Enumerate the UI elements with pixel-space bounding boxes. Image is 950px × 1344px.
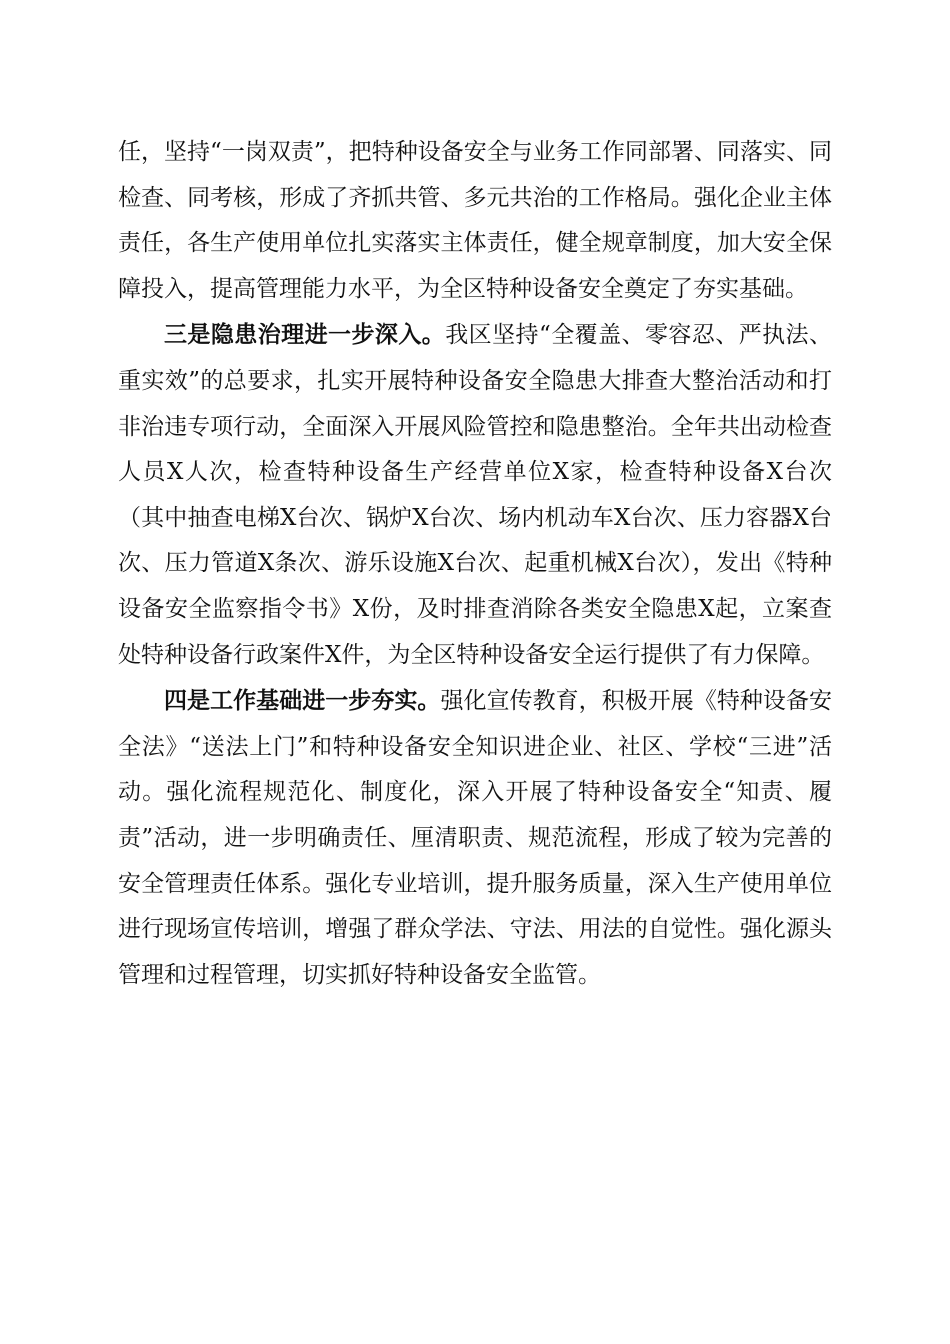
paragraph-responsibility-continued — [118, 130, 832, 312]
paragraph-lead-heading: 三是隐患治理进一步深入。 — [164, 321, 446, 349]
paragraph-text: 强化宣传教育，积极开展《特种设备安全法》“送法上门”和特种设备安全知识进企业、社区、学校“三进”活动。强化流程规范化、制度化，深入开展了特种设备安全“知责、履责”活动，进一步明确责任、厘清职责、规范流程，形成了较为完善的安全管理责任体系。强化专业培训，提升服务质量，深入生产使用单位进行现场宣传培训，增强了群众学法、守法、用法的自觉性。强化源头管理和过程管理，切实抓好特种设备安全监管。 — [118, 688, 833, 988]
paragraph-text: 我区坚持“全覆盖、零容忍、严执法、重实效”的总要求，扎实开展特种设备安全隐患大排查大整治活动和打非治违专项行动，全面深入开展风险管控和隐患整治。全年共出动检查人员X人次，检查特种设备生产经营单位X家，检查特种设备X台次（其中抽查电梯X台次、锅炉X台次、场内机动车X台次、压力容器X台次、压力管道X条次、游乐设施X台次、起重机械X台次），发出《特种设备安全监察指令书》X份，及时排查消除各类安全隐患X起，立案查处特种设备行政案件X件，为全区特种设备安全运行提供了有力保障。 — [118, 322, 832, 668]
paragraph-hazard-governance — [118, 312, 832, 678]
document-body — [118, 130, 832, 998]
paragraph-lead-heading: 四是工作基础进一步夯实。 — [164, 687, 441, 715]
paragraph-text: 任，坚持“一岗双责”，把特种设备安全与业务工作同部署、同落实、同检查、同考核，形成了齐抓共管、多元共治的工作格局。强化企业主体责任，各生产使用单位扎实落实主体责任，健全规章制度，加大安全保障投入，提高管理能力水平，为全区特种设备安全奠定了夯实基础。 — [118, 139, 832, 302]
paragraph-work-foundation — [118, 678, 832, 998]
